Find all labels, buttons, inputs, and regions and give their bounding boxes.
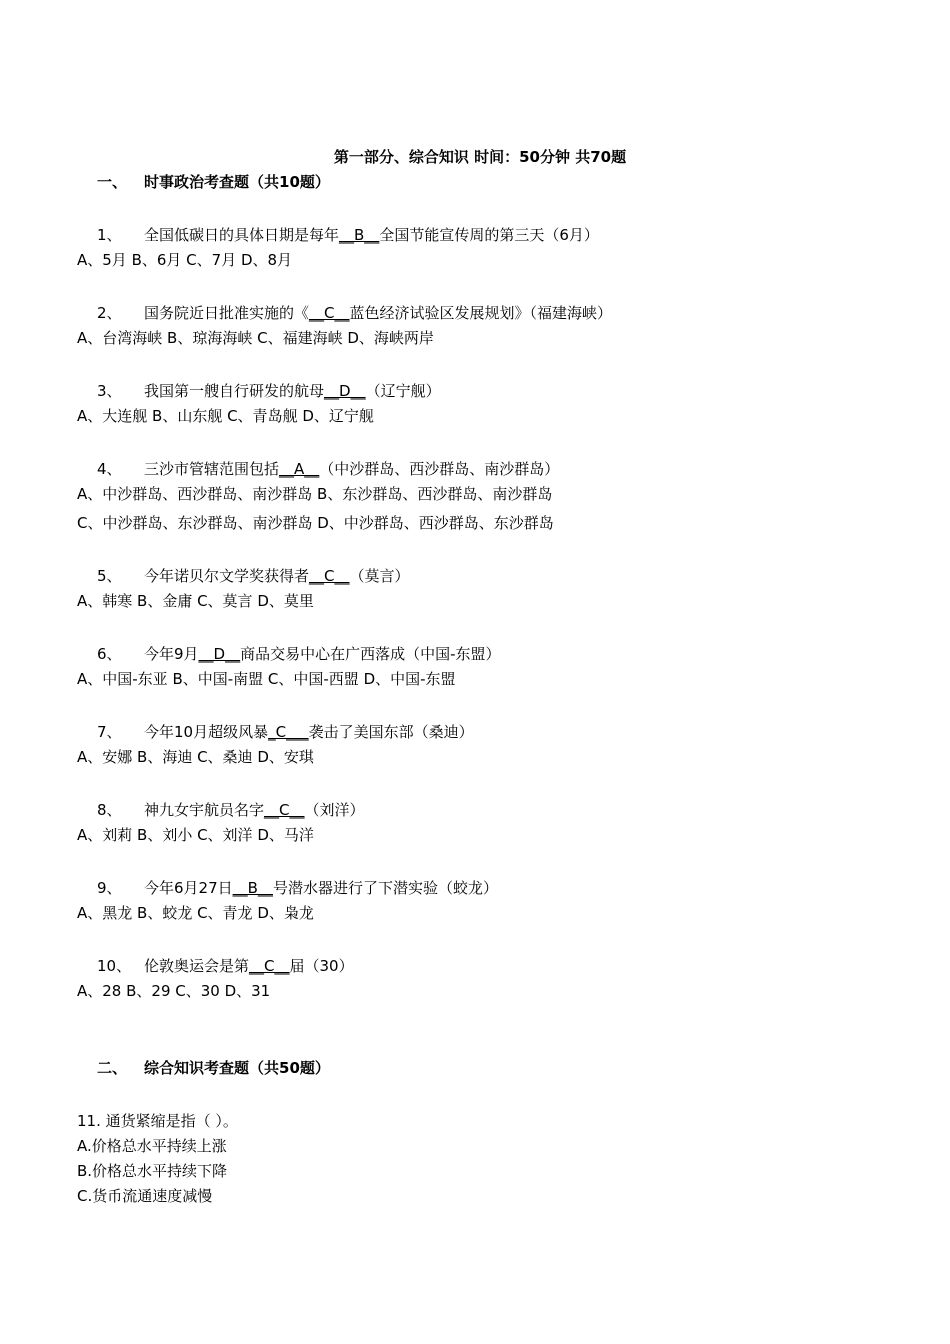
question-item <box>77 798 917 848</box>
question-num: 3、 <box>97 382 122 400</box>
question-text <box>77 301 917 326</box>
question-num: 10、 <box>97 957 132 975</box>
question-11-option-c: C.货币流通速度减慢 <box>77 1187 213 1205</box>
question-post: （刘洋） <box>304 801 365 819</box>
question-item <box>77 876 917 926</box>
question-11-option-a: A.价格总水平持续上涨 <box>77 1137 227 1155</box>
question-ans: __C__ <box>309 304 350 322</box>
question-text <box>77 876 917 901</box>
question-item <box>77 642 917 692</box>
question-item <box>77 720 917 770</box>
question-pre: 今年9月 <box>144 645 199 663</box>
answer-options: A、28 B、29 C、30 D、31 <box>77 982 271 1000</box>
question-text <box>77 223 917 248</box>
question-item <box>77 954 917 1004</box>
question-text <box>77 642 917 667</box>
question-text <box>77 954 917 979</box>
page-title: 第一部分、综合知识 时间：50分钟 共70题 <box>333 148 627 166</box>
question-num: 6、 <box>97 645 122 663</box>
question-item <box>77 301 917 351</box>
document-body <box>77 170 917 1209</box>
answer-options: C、中沙群岛、东沙群岛、南沙群岛 D、中沙群岛、西沙群岛、东沙群岛 <box>77 514 554 532</box>
question-post: （辽宁舰） <box>365 382 441 400</box>
question-ans: _C___ <box>268 723 309 741</box>
question-11-option-b: B.价格总水平持续下降 <box>77 1162 228 1180</box>
question-num: 9、 <box>97 879 122 897</box>
question-num: 8、 <box>97 801 122 819</box>
answer-options: A、刘莉 B、刘小 C、刘洋 D、马洋 <box>77 826 314 844</box>
question-item <box>77 564 917 614</box>
question-list <box>77 195 917 1004</box>
question-ans: __D__ <box>324 382 366 400</box>
answer-options: A、台湾海峡 B、琼海海峡 C、福建海峡 D、海峡两岸 <box>77 329 434 347</box>
question-ans: __A__ <box>279 460 320 478</box>
question-text <box>77 798 917 823</box>
section-heading-1: 一、 时事政治考查题（共10题） <box>97 173 330 191</box>
section-heading-2: 二、 综合知识考查题（共50题） <box>97 1059 330 1077</box>
answer-options: A、黑龙 B、蛟龙 C、青龙 D、枭龙 <box>77 904 314 922</box>
answer-options: A、中国-东亚 B、中国-南盟 C、中国-西盟 D、中国-东盟 <box>77 670 456 688</box>
question-post: 届（30） <box>289 957 354 975</box>
question-pre: 三沙市管辖范围包括 <box>144 460 280 478</box>
question-text <box>77 379 917 404</box>
question-post: （莫言） <box>349 567 410 585</box>
question-post: 袭击了美国东部（桑迪） <box>308 723 474 741</box>
question-11-text: 11. 通货紧缩是指（ ）。 <box>77 1112 238 1130</box>
question-post: （中沙群岛、西沙群岛、南沙群岛） <box>319 460 560 478</box>
question-ans: __D__ <box>198 645 241 663</box>
question-text <box>77 457 917 482</box>
question-post: 商品交易中心在广西落成（中国-东盟） <box>240 645 501 663</box>
question-ans: __B__ <box>232 879 273 897</box>
question-ans: __C__ <box>264 801 305 819</box>
question-num: 4、 <box>97 460 122 478</box>
answer-options: A、韩寒 B、金庸 C、莫言 D、莫里 <box>77 592 314 610</box>
question-num: 2、 <box>97 304 122 322</box>
question-post: 全国节能宣传周的第三天（6月） <box>379 226 599 244</box>
answer-options: A、5月 B、6月 C、7月 D、8月 <box>77 251 293 269</box>
question-pre: 神九女宇航员名字 <box>144 801 265 819</box>
question-num: 1、 <box>97 226 122 244</box>
question-pre: 国务院近日批准实施的《 <box>144 304 310 322</box>
question-ans: __C__ <box>309 567 350 585</box>
question-11 <box>77 1109 917 1209</box>
question-num: 7、 <box>97 723 122 741</box>
question-pre: 全国低碳日的具体日期是每年 <box>144 226 340 244</box>
answer-options: A、中沙群岛、西沙群岛、南沙群岛 B、东沙群岛、西沙群岛、南沙群岛 <box>77 485 553 503</box>
answer-options: A、安娜 B、海迪 C、桑迪 D、安琪 <box>77 748 314 766</box>
question-ans: __B__ <box>339 226 380 244</box>
question-item <box>77 379 917 429</box>
question-pre: 今年10月超级风暴 <box>144 723 269 741</box>
question-pre: 伦敦奥运会是第 <box>144 957 250 975</box>
question-item <box>77 457 917 536</box>
question-num: 5、 <box>97 567 122 585</box>
question-pre: 我国第一艘自行研发的航母 <box>144 382 325 400</box>
answer-options: A、大连舰 B、山东舰 C、青岛舰 D、辽宁舰 <box>77 407 374 425</box>
question-pre: 今年诺贝尔文学奖获得者 <box>144 567 310 585</box>
question-ans: __C__ <box>249 957 290 975</box>
question-post: 号潜水器进行了下潜实验（蛟龙） <box>272 879 498 897</box>
question-pre: 今年6月27日 <box>144 879 233 897</box>
question-text <box>77 564 917 589</box>
question-item <box>77 223 917 273</box>
question-text <box>77 720 917 745</box>
question-post: 蓝色经济试验区发展规划》（福建海峡） <box>349 304 613 322</box>
